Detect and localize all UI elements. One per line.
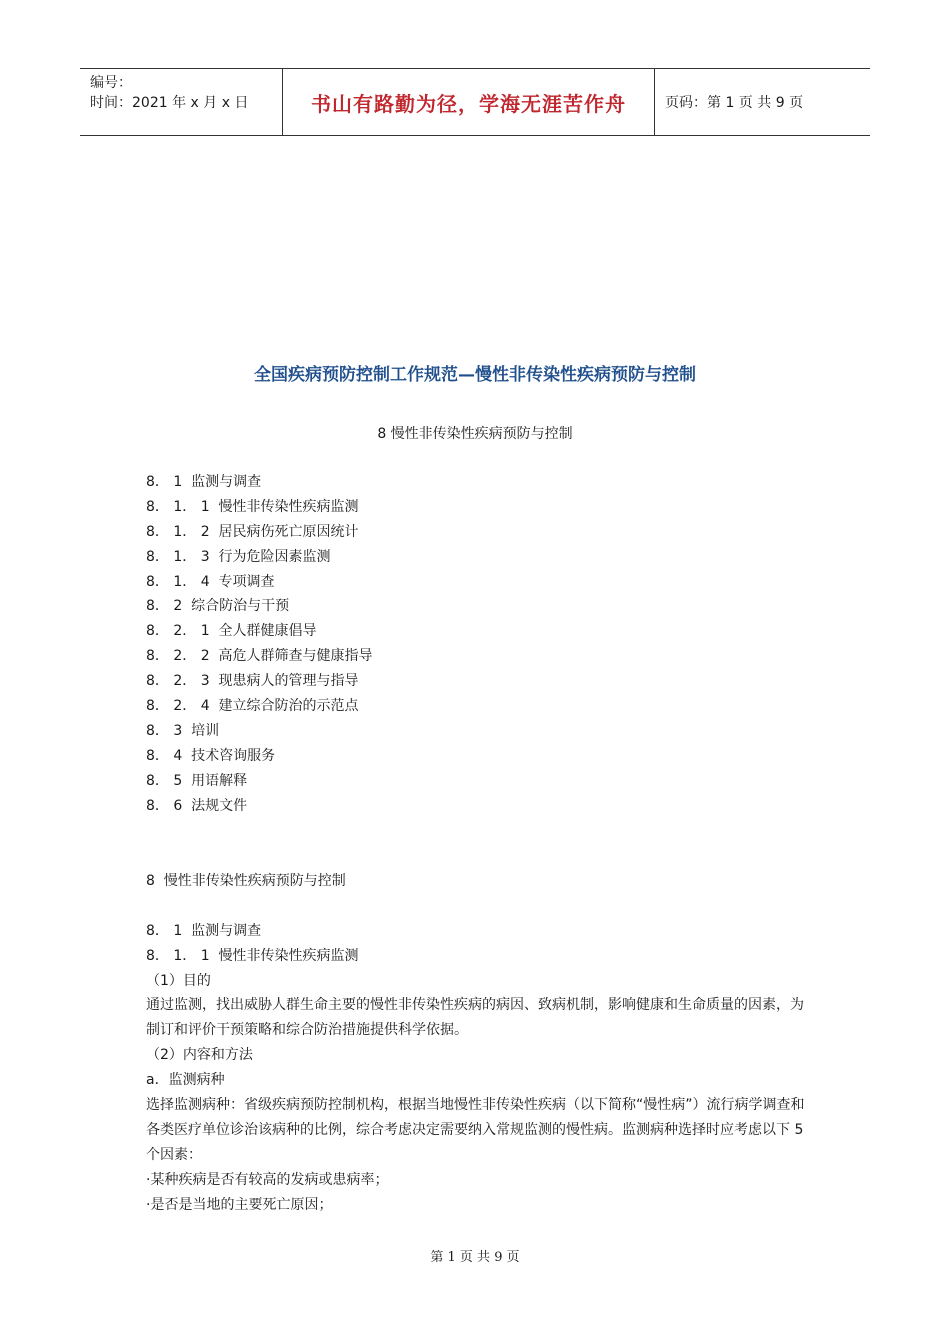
toc-item: 8． 1． 2 居民病伤死亡原因统计: [146, 523, 359, 540]
spacer: [146, 894, 811, 919]
purpose-text: 通过监测，找出威胁人群生命主要的慢性非传染性疾病的病因、致病机制，影响健康和生命质量的因素，为制订和评价干预策略和综合防治措施提供科学依据。: [146, 997, 804, 1039]
toc-item: 8． 2． 2 高危人群筛查与健康指导: [146, 648, 373, 665]
body-section: [146, 869, 811, 1218]
item-a-heading: a．监测病种: [146, 1072, 225, 1089]
toc-item: 8． 2． 1 全人群健康倡导: [146, 623, 317, 640]
document-title: 全国疾病预防控制工作规范—慢性非传染性疾病预防与控制: [254, 365, 696, 385]
header-page-cell: [655, 69, 870, 135]
header-table: [80, 68, 870, 136]
toc-item: 8． 2． 3 现患病人的管理与指导: [146, 673, 359, 690]
bullet-item: ·某种疾病是否有较高的发病或患病率；: [146, 1171, 389, 1188]
number-label: 编号：: [90, 75, 132, 91]
header-meta: [80, 69, 282, 135]
toc-item: 8． 4 技术咨询服务: [146, 747, 276, 764]
table-of-contents: [146, 470, 373, 818]
toc-item: 8． 2 综合防治与干预: [146, 598, 290, 615]
toc-item: 8． 5 用语解释: [146, 772, 248, 789]
page-footer: 第 1 页 共 9 页: [430, 1250, 520, 1265]
toc-item: 8． 1． 4 专项调查: [146, 573, 275, 590]
content-heading: （2）内容和方法: [146, 1047, 253, 1064]
bullet-item: ·是否是当地的主要死亡原因；: [146, 1196, 333, 1213]
document-subtitle: 8 慢性非传染性疾病预防与控制: [377, 426, 573, 442]
motto: 书山有路勤为径，学海无涯苦作舟: [311, 91, 626, 116]
purpose-heading: （1）目的: [146, 972, 211, 989]
toc-item: 8． 6 法规文件: [146, 797, 248, 814]
toc-item: 8． 1． 3 行为危险因素监测: [146, 548, 331, 565]
section-heading: 8． 1 监测与调查: [146, 922, 262, 939]
toc-item: 8． 1． 1 慢性非传染性疾病监测: [146, 498, 359, 515]
header-motto-cell: [282, 69, 655, 135]
toc-item: 8． 3 培训: [146, 722, 220, 739]
subsection-heading: 8． 1． 1 慢性非传染性疾病监测: [146, 947, 359, 964]
item-a-text: 选择监测病种：省级疾病预防控制机构，根据当地慢性非传染性疾病（以下简称“慢性病”）流行病学调查和各类医疗单位诊治该病种的比例，综合考虑决定需要纳入常规监测的慢性病。监测病种选择时应考虑以下 5 个因素：: [146, 1097, 805, 1163]
toc-item: 8． 2． 4 建立综合防治的示范点: [146, 698, 359, 715]
page-info: 页码：第 1 页 共 9 页: [665, 95, 804, 111]
chapter-heading: 8 慢性非传染性疾病预防与控制: [146, 873, 346, 889]
date-label: 时间：2021 年 x 月 x 日: [90, 95, 249, 111]
toc-item: 8． 1 监测与调查: [146, 474, 262, 490]
